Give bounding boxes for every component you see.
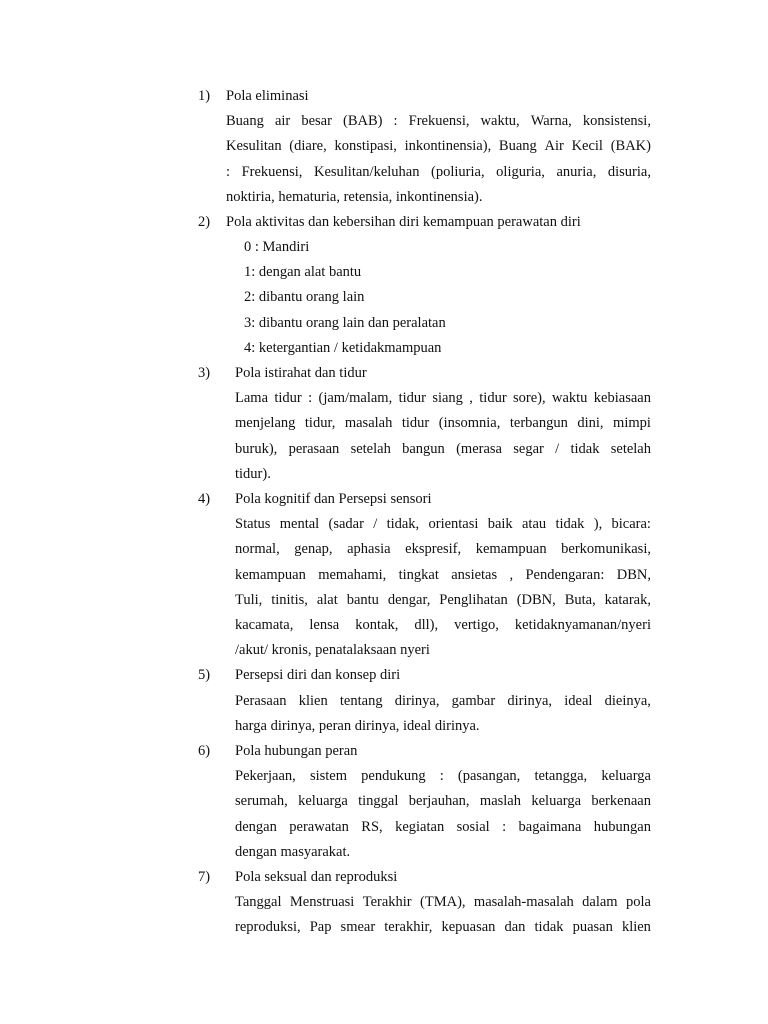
body-line: tidur). [235, 466, 271, 482]
body-line: noktiria, hematuria, retensia, inkontinensia). [226, 189, 483, 205]
section-title: Pola istirahat dan tidur [235, 365, 367, 381]
body-line: : Frekuensi, Kesulitan/keluhan (poliuria, oliguria, anuria, disuria, [226, 164, 651, 180]
section-number: 5) [198, 667, 211, 683]
section-title: Pola kognitif dan Persepsi sensori [235, 491, 432, 507]
body-line: dengan masyarakat. [235, 844, 351, 860]
section-number: 7) [198, 869, 211, 885]
section-title: Pola hubungan peran [235, 743, 358, 759]
body-line: harga dirinya, peran dirinya, ideal dirinya. [235, 718, 480, 734]
scale-item: 2: dibantu orang lain [244, 289, 365, 305]
scale-item: 0 : Mandiri [244, 239, 310, 255]
section-title: Pola eliminasi [226, 88, 309, 104]
section-number: 4) [198, 491, 211, 507]
section-number: 3) [198, 365, 211, 381]
section-number: 2) [198, 214, 211, 230]
body-line: kemampuan memahami, tingkat ansietas , Pendengaran: DBN, [235, 567, 651, 583]
body-line: /akut/ kronis, penatalaksaan nyeri [235, 642, 430, 658]
section-title: Pola aktivitas dan kebersihan diri kemampuan perawatan diri [226, 214, 581, 230]
body-line: Buang air besar (BAB) : Frekuensi, waktu, Warna, konsistensi, [226, 113, 651, 129]
section-number: 6) [198, 743, 211, 759]
section-title: Pola seksual dan reproduksi [235, 869, 398, 885]
body-line: dengan perawatan RS, kegiatan sosial : bagaimana hubungan [235, 819, 651, 835]
body-line: buruk), perasaan setelah bangun (merasa segar / tidak setelah [235, 441, 651, 457]
section-title: Persepsi diri dan konsep diri [235, 667, 401, 683]
scale-item: 4: ketergantian / ketidakmampuan [244, 340, 442, 356]
section-number: 1) [198, 88, 211, 104]
body-line: Perasaan klien tentang dirinya, gambar dirinya, ideal dieinya, [235, 693, 651, 709]
scale-item: 1: dengan alat bantu [244, 264, 362, 280]
body-line: normal, genap, aphasia ekspresif, kemampuan berkomunikasi, [235, 541, 651, 557]
body-line: Status mental (sadar / tidak, orientasi baik atau tidak ), bicara: [235, 516, 651, 532]
body-line: menjelang tidur, masalah tidur (insomnia, terbangun dini, mimpi [235, 415, 651, 431]
body-line: Tuli, tinitis, alat bantu dengar, Penglihatan (DBN, Buta, katarak, [235, 592, 651, 608]
body-line: serumah, keluarga tinggal berjauhan, maslah keluarga berkenaan [235, 793, 651, 809]
body-line: Pekerjaan, sistem pendukung : (pasangan, tetangga, keluarga [235, 768, 651, 784]
scale-item: 3: dibantu orang lain dan peralatan [244, 315, 446, 331]
body-line: Kesulitan (diare, konstipasi, inkontinensia), Buang Air Kecil (BAK) [226, 138, 651, 154]
body-line: reproduksi, Pap smear terakhir, kepuasan dan tidak puasan klien [235, 919, 651, 935]
body-line: Tanggal Menstruasi Terakhir (TMA), masalah-masalah dalam pola [235, 894, 651, 910]
body-line: Lama tidur : (jam/malam, tidur siang , tidur sore), waktu kebiasaan [235, 390, 651, 406]
body-line: kacamata, lensa kontak, dll), vertigo, ketidaknyamanan/nyeri [235, 617, 651, 633]
